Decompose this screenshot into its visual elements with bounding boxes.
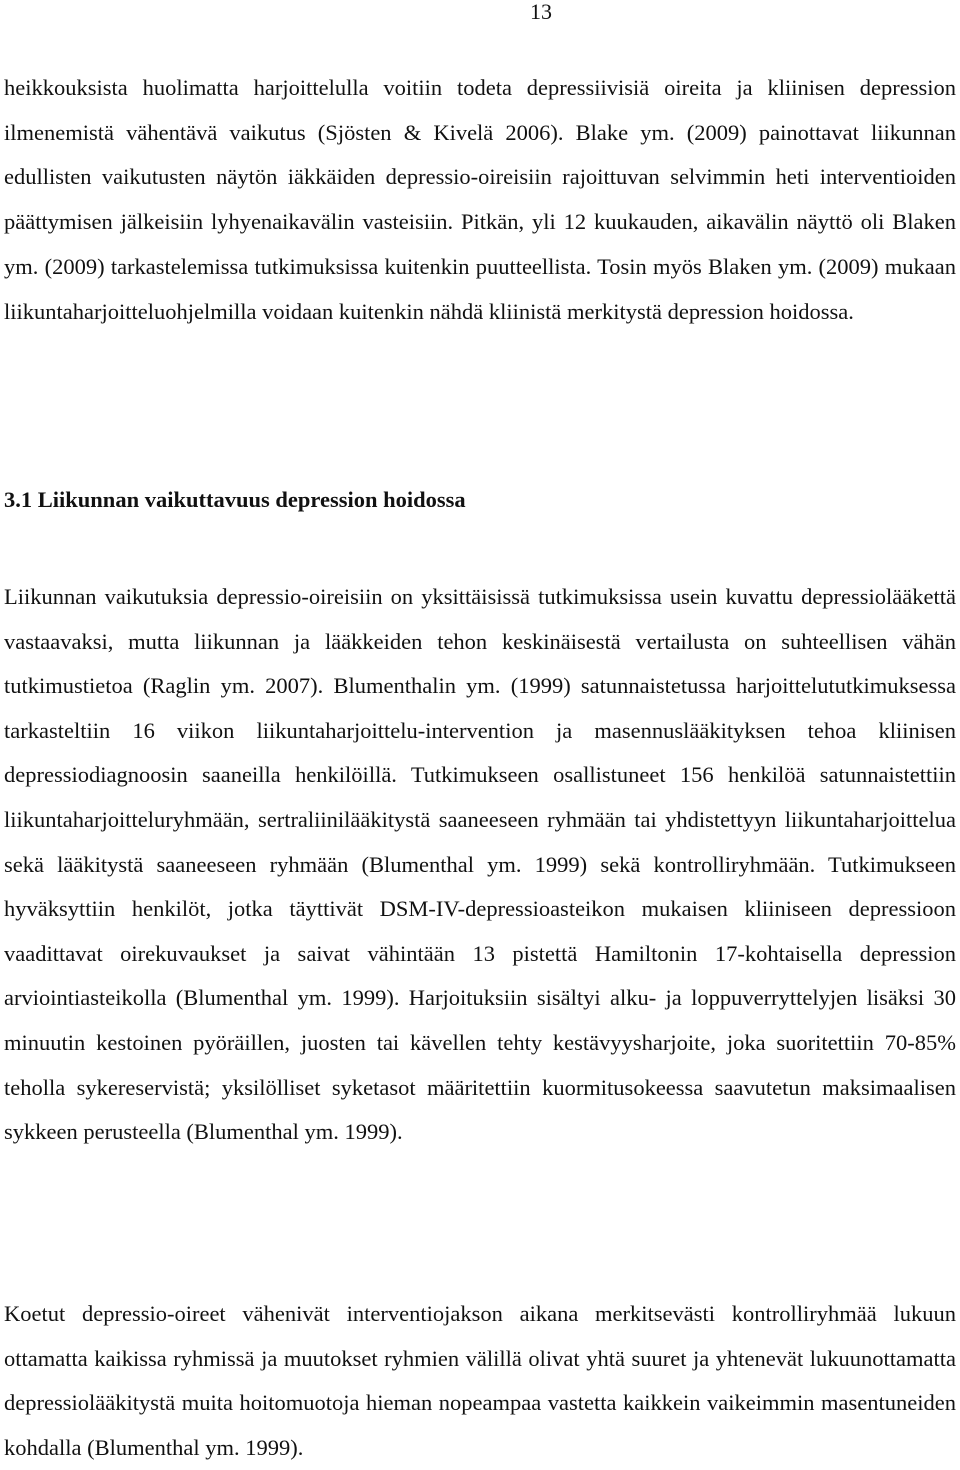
body-paragraph-3: Koetut depressio-oireet vähenivät interventiojakson aikana merkitsevästi kontrolliryhmää lukuun ottamatta kaikissa ryhmissä ja muutokset ryhmien välillä olivat yhtä suuret ja yhtenevät lukuunottamatta depressiolääkitystä muita hoitomuotoja hieman nopeampaa vastetta kaikkein vaikeimmin masentuneiden kohdalla (Blumenthal ym. 1999).	[4, 1301, 956, 1460]
page-number: 13	[530, 0, 552, 24]
body-paragraph-2: Liikunnan vaikutuksia depressio-oireisiin on yksittäisissä tutkimuksissa usein kuvattu depressiolääkettä vastaavaksi, mutta liikunnan ja lääkkeiden tehon keskinäisestä vertailusta on suhteellisen vähän tutkimustietoa (Raglin ym. 2007). Blumenthalin ym. (1999) satunnaistetussa harjoittelututkimuksessa tarkasteltiin 16 viikon liikuntaharjoittelu-intervention ja masennuslääkityksen tehoa kliinisen depressiodiagnoosin saaneilla henkilöillä. Tutkimukseen osallistuneet 156 henkilöä satunnaistettiin liikuntaharjoitteluryhmään, sertraliinilääkitystä saaneeseen ryhmään tai yhdistettyyn liikuntaharjoittelua sekä lääkitystä saaneeseen ryhmään (Blumenthal ym. 1999) sekä kontrolliryhmään. Tutkimukseen hyväksyttiin henkilöt, jotka täyttivät DSM-IV-depressioasteikon mukaisen kliiniseen depressioon vaadittavat oirekuvaukset ja saivat vähintään 13 pistettä Hamiltonin 17-kohtaisella depression arviointiasteikolla (Blumenthal ym. 1999). Harjoituksiin sisältyi alku- ja loppuverryttelyjen lisäksi 30 minuutin kestoinen pyöräillen, juosten tai kävellen tehty kestävyysharjoite, joka suoritettiin 70-85% teholla sykereservistä; yksilölliset syketasot määritettiin kuormitusokeessa saavutetun maksimaalisen sykkeen perusteella (Blumenthal ym. 1999).	[4, 584, 956, 1145]
body-paragraph-1: heikkouksista huolimatta harjoittelulla voitiin todeta depressiivisiä oireita ja kliinisen depression ilmenemistä vähentävä vaikutus (Sjösten & Kivelä 2006). Blake ym. (2009) painottavat liikunnan edullisten vaikutusten näytön iäkkäiden depressio-oireisiin rajoittuvan selvimmin heti interventioiden päättymisen jälkeisiin lyhyenaikavälin vasteisiin. Pitkän, yli 12 kuukauden, aikavälin näyttö oli Blaken ym. (2009) tarkastelemissa tutkimuksissa kuitenkin puutteellista. Tosin myös Blaken ym. (2009) mukaan liikuntaharjoitteluohjelmilla voidaan kuitenkin nähdä kliinistä merkitystä depression hoidossa.	[4, 75, 956, 324]
section-heading: 3.1 Liikunnan vaikuttavuus depression hoidossa	[4, 487, 466, 512]
